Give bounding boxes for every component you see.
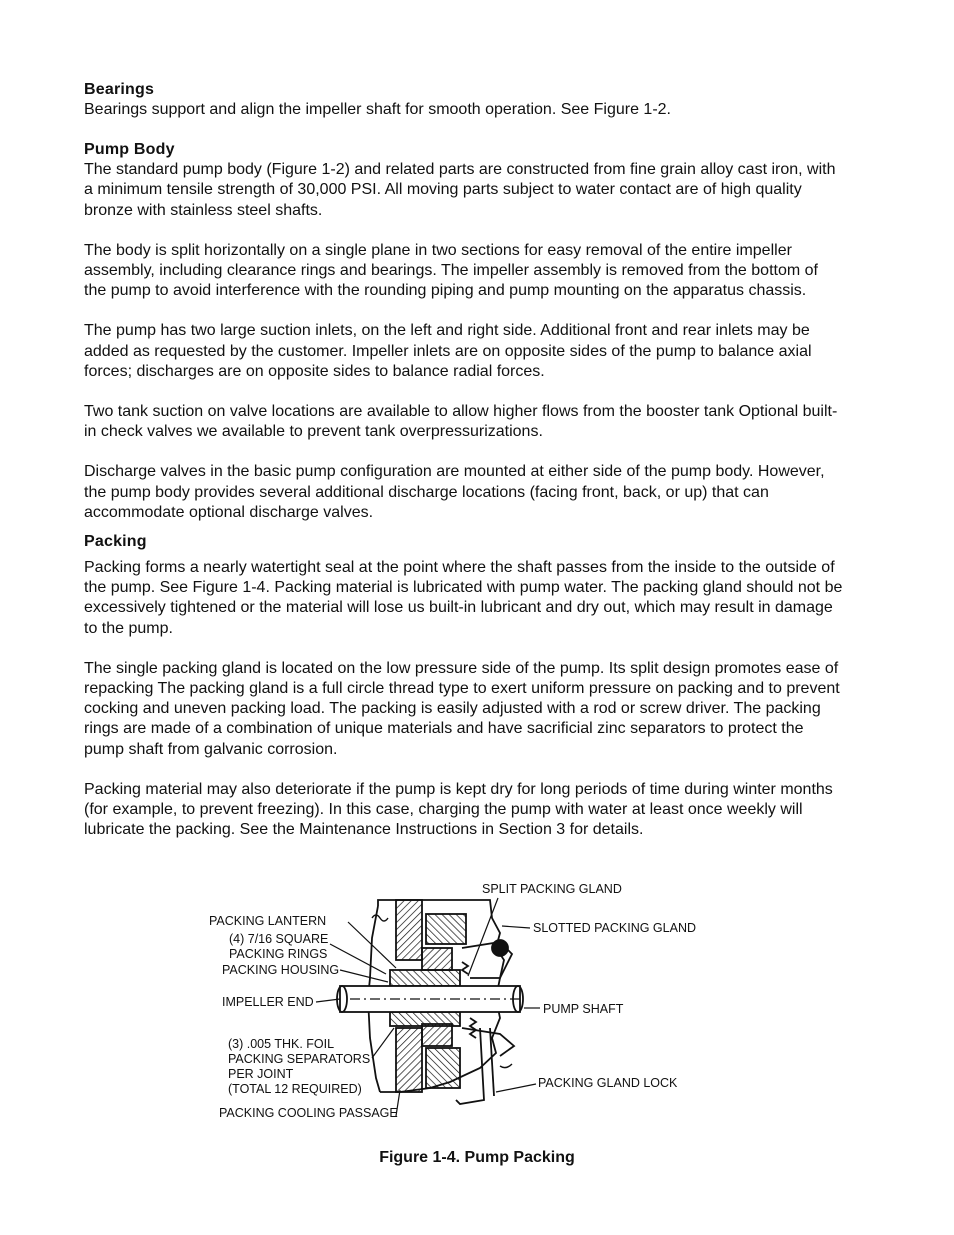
document-body (84, 80, 844, 840)
label-impeller-end: IMPELLER END (222, 995, 314, 1009)
label-pump-shaft: PUMP SHAFT (543, 1002, 624, 1016)
label-packing-rings-count: (4) 7/16 SQUARE (229, 932, 329, 946)
label-packing-lantern: PACKING LANTERN (209, 914, 327, 928)
paragraph: The body is split horizontally on a single plane in two sections for easy removal of the entire impeller assembly, including clearance rings and bearings. The impeller assembly is removed from the bottom of the pump to avoid interference with the rounding piping and pump mounting on the apparatus chassis. (84, 241, 818, 300)
heading-pump-body: Pump Body (84, 141, 175, 159)
paragraph: Packing material may also deteriorate if the pump is kept dry for long periods of time during winter months (for example, to prevent freezing). In this case, charging the pump with water at least once weekly will lubricate the packing. See the Maintenance Instructions in Section 3 for details. (84, 780, 833, 839)
label-foil-separators-1: (3) .005 THK. FOIL (228, 1037, 335, 1051)
label-packing-gland-lock: PACKING GLAND LOCK (538, 1076, 678, 1090)
label-split-packing-gland: SPLIT PACKING GLAND (482, 882, 622, 896)
label-packing-housing: PACKING HOUSING (222, 963, 340, 977)
paragraph: Two tank suction on valve locations are available to allow higher flows from the booster tank Optional built-in check valves we available to prevent tank overpressurizations. (84, 403, 838, 441)
paragraph: The single packing gland is located on the low pressure side of the pump. Its split design promotes ease of repacking The packing gland is a full circle thread type to exert uniform pressure on packing and to prevent cocking and uneven packing load. The packing is easily adjusted with a rod or screw driver. The packing rings are made of a combination of unique materials and have sacrificial zinc separators to protect the pump shaft from galvanic corrosion. (84, 659, 840, 758)
label-foil-separators-2: PACKING SEPARATORS (228, 1052, 371, 1066)
paragraph: The standard pump body (Figure 1-2) and related parts are constructed from fine grain alloy cast iron, with a minimum tensile strength of 30,000 PSI. All moving parts subject to water contact are of high quality bronze with stainless steel shafts. (84, 161, 836, 219)
label-foil-separators-4: (TOTAL 12 REQUIRED) (228, 1082, 362, 1096)
label-packing-cooling-passage: PACKING COOLING PASSAGE (219, 1106, 398, 1120)
label-slotted-packing-gland: SLOTTED PACKING GLAND (533, 921, 696, 935)
paragraph: Discharge valves in the basic pump configuration are mounted at either side of the pump body. However, the pump body provides several additional discharge locations (facing front, back, or up) that can accommodate optional discharge valves. (84, 463, 825, 521)
pump-packing-figure (200, 878, 720, 1128)
heading-bearings: Bearings (84, 81, 155, 98)
heading-packing: Packing (84, 533, 147, 551)
paragraph: The pump has two large suction inlets, on the left and right side. Additional front and rear inlets may be added as requested by the customer. Impeller inlets are on opposite sides of the pump to balance axial forces; discharges are on opposite sides to balance radial forces. (84, 322, 812, 380)
label-packing-rings: PACKING RINGS (229, 947, 328, 961)
figure-caption: Figure 1-4. Pump Packing (379, 1149, 575, 1166)
label-foil-separators-3: PER JOINT (228, 1067, 294, 1081)
paragraph: Bearings support and align the impeller shaft for smooth operation. See Figure 1-2. (84, 101, 671, 118)
paragraph: Packing forms a nearly watertight seal at the point where the shaft passes from the inside to the outside of the pump. See Figure 1-4. Packing material is lubricated with pump water. The packing gland should not be excessively tightened or the material will lose us built-in lubricant and dry out, which may result in damage to the pump. (84, 559, 843, 637)
